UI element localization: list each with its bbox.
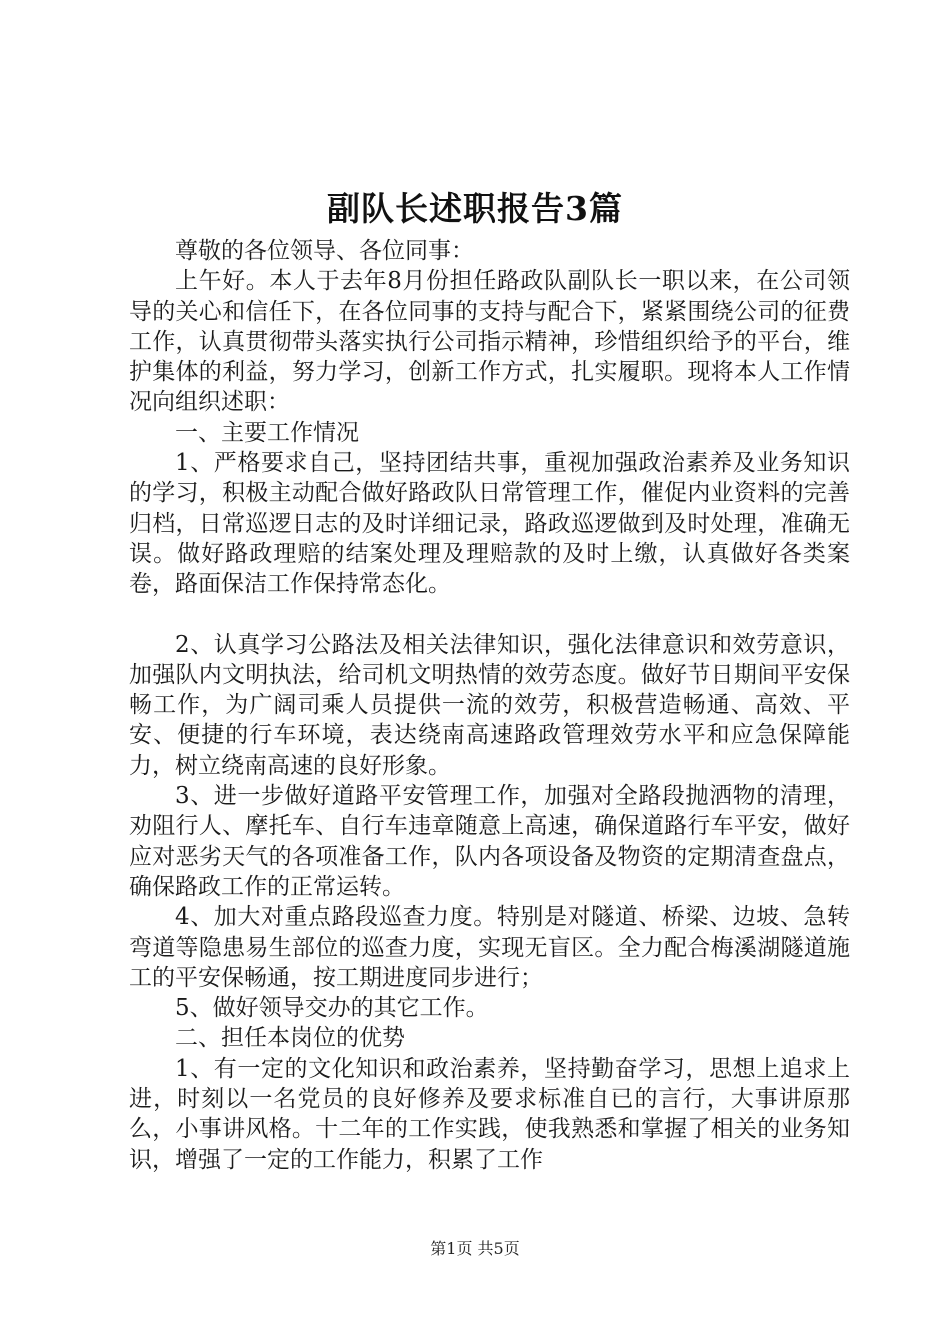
section-heading-advantages: 二、担任本岗位的优势 <box>175 1025 405 1052</box>
advantage-item-1-paragraph: 1、有一定的文化知识和政治素养，坚持勤奋学习，思想上追求上进，时刻以一名党员的良好修养及要求标准自已的言行，大事讲原那么，小事讲风格。十二年的工作实践，使我熟悉和掌握了相关的业务知识，增强了一定的工作能力，积累了工作 <box>129 1055 850 1173</box>
work-item-4-paragraph: 4、加大对重点路段巡查力度。特别是对隧道、桥梁、边坡、急转弯道等隐患易生部位的巡查力度，实现无盲区。全力配合梅溪湖隧道施工的平安保畅通，按工期进度同步进行； <box>129 904 850 991</box>
document-title: 副队长述职报告3篇 <box>327 189 623 228</box>
work-item-2-paragraph: 2、认真学习公路法及相关法律知识，强化法律意识和效劳意识，加强队内文明执法，给司机文明热情的效劳态度。做好节日期间平安保畅工作，为广阔司乘人员提供一流的效劳，积极营造畅通、高效、平安、便捷的行车环境，表达绕南高速路政管理效劳水平和应急保障能力，树立绕南高速的良好形象。 <box>129 631 850 779</box>
work-item-3-paragraph: 3、进一步做好道路平安管理工作，加强对全路段抛洒物的清理，劝阻行人、摩托车、自行车违章随意上高速，确保道路行车平安，做好应对恶劣天气的各项准备工作，队内各项设备及物资的定期清查盘点，确保路政工作的正常运转。 <box>129 783 850 900</box>
work-item-5-paragraph: 5、做好领导交办的其它工作。 <box>175 995 489 1022</box>
salutation-paragraph: 尊敬的各位领导、各位同事： <box>175 238 474 264</box>
intro-paragraph: 上午好。本人于去年8月份担任路政队副队长一职以来，在公司领导的关心和信任下，在各位同事的支持与配合下，紧紧围绕公司的征费工作，认真贯彻带头落实执行公司指示精神，珍惜组织给予的平台，维护集体的利益，努力学习，创新工作方式，扎实履职。现将本人工作情况向组织述职： <box>129 268 850 416</box>
section-heading-main-work: 一、主要工作情况 <box>175 419 359 446</box>
page-footer: 第1页 共5页 <box>430 1239 520 1258</box>
document-body <box>129 236 850 1175</box>
work-item-1-paragraph: 1、严格要求自己，坚持团结共事，重视加强政治素养及业务知识的学习，积极主动配合做好路政队日常管理工作，催促内业资料的完善归档，日常巡逻日志的及时详细记录，路政巡逻做到及时处理，准确无误。做好路政理赔的结案处理及理赔款的及时上缴，认真做好各类案卷，路面保洁工作保持常态化。 <box>129 450 850 598</box>
